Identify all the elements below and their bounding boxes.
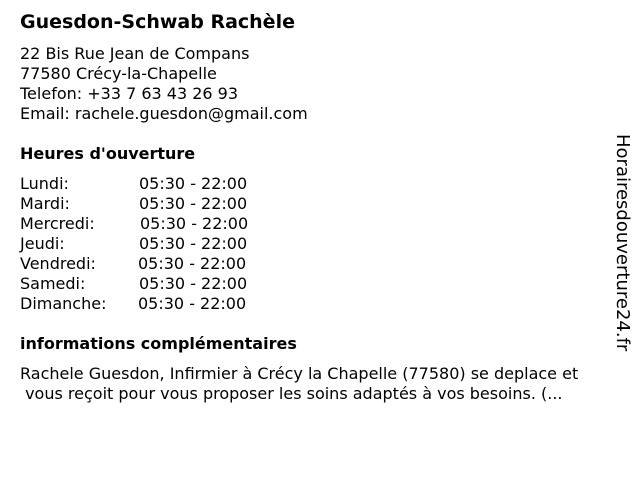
opening-hours-list — [20, 174, 320, 314]
time-range: 05:30 - 22:00 — [139, 174, 248, 193]
hours-row — [20, 234, 320, 254]
day-label: Mercredi: — [20, 214, 95, 233]
description-line: Rachele Guesdon, Infirmier à Crécy la Chapelle (77580) se deplace et — [20, 364, 579, 383]
time-range: 05:30 - 22:00 — [139, 194, 248, 213]
description-line: vous reçoit pour vous proposer les soins adaptés à vos besoins. (... — [20, 384, 563, 403]
business-name: Guesdon-Schwab Rachèle — [20, 11, 295, 33]
day-label: Lundi: — [20, 174, 69, 193]
day-label: Vendredi: — [20, 254, 96, 273]
info-heading: informations complémentaires — [20, 334, 297, 353]
hours-heading: Heures d'ouverture — [20, 144, 196, 163]
time-range: 05:30 - 22:00 — [139, 274, 248, 293]
time-range: 05:30 - 22:00 — [139, 234, 248, 253]
street-address: 22 Bis Rue Jean de Compans — [20, 44, 250, 63]
hours-row — [20, 214, 320, 234]
time-range: 05:30 - 22:00 — [138, 254, 247, 273]
city-address: 77580 Crécy-la-Chapelle — [20, 64, 217, 83]
hours-row — [20, 174, 320, 194]
time-range: 05:30 - 22:00 — [140, 214, 249, 233]
site-watermark: Horairesdouverture24.fr — [612, 134, 633, 352]
hours-row — [20, 194, 320, 214]
hours-row — [20, 254, 320, 274]
day-label: Mardi: — [20, 194, 70, 213]
phone-number: Telefon: +33 7 63 43 26 93 — [20, 84, 239, 103]
time-range: 05:30 - 22:00 — [138, 294, 247, 313]
description — [20, 364, 635, 404]
hours-row — [20, 294, 320, 314]
hours-row — [20, 274, 320, 294]
contact-block — [20, 44, 308, 124]
day-label: Dimanche: — [20, 294, 107, 313]
day-label: Jeudi: — [20, 234, 65, 253]
day-label: Samedi: — [20, 274, 86, 293]
email-address: Email: rachele.guesdon@gmail.com — [20, 104, 308, 123]
